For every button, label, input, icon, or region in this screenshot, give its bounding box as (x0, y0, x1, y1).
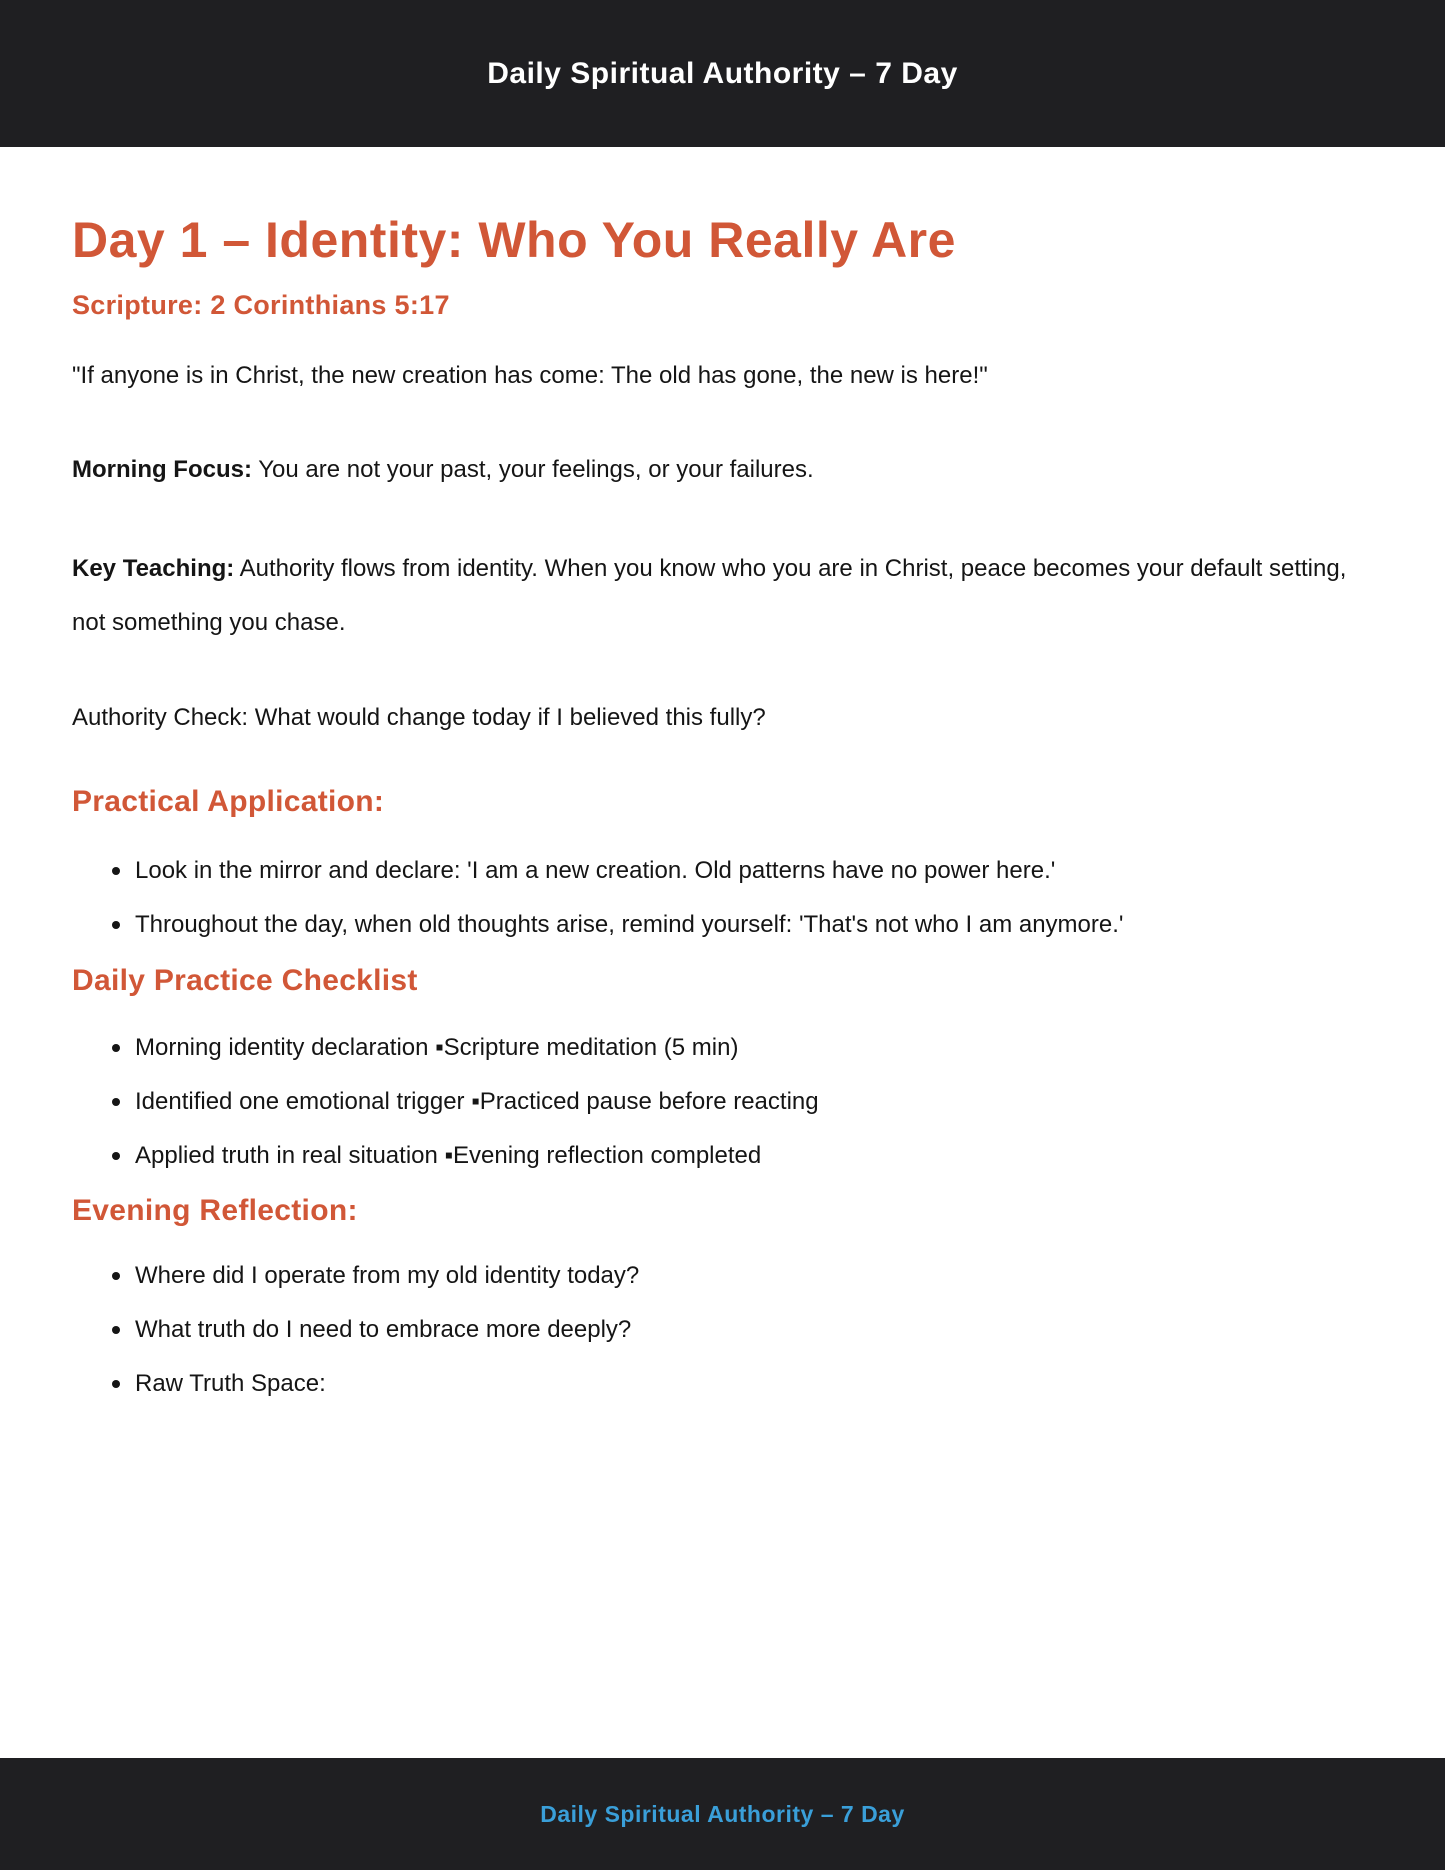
morning-focus-paragraph (72, 443, 1365, 497)
list-item (72, 1249, 1365, 1303)
list-item-text: Throughout the day, when old thoughts arise, remind yourself: 'That's not who I am anymore.' (135, 911, 1124, 938)
page-footer-bar (0, 1758, 1445, 1870)
morning-focus-label: Morning Focus: (72, 456, 252, 483)
list-item-text: Morning identity declaration ▪Scripture meditation (5 min) (135, 1034, 739, 1061)
day-title: Day 1 – Identity: Who You Really Are (72, 212, 956, 268)
list-item (72, 898, 1365, 952)
key-teaching-label: Key Teaching: (72, 555, 235, 582)
practical-application-list (72, 844, 1365, 952)
list-item-text: What truth do I need to embrace more deeply? (135, 1316, 632, 1343)
list-item (72, 1303, 1365, 1357)
page-header-bar (0, 0, 1445, 147)
list-item (72, 1021, 1365, 1075)
morning-focus-text: You are not your past, your feelings, or your failures. (251, 456, 814, 483)
evening-reflection-list (72, 1249, 1365, 1411)
list-item-text: Look in the mirror and declare: 'I am a new creation. Old patterns have no power here.' (135, 857, 1056, 884)
list-item-text: Raw Truth Space: (135, 1370, 326, 1397)
key-teaching-paragraph (72, 542, 1365, 650)
list-item-text: Applied truth in real situation ▪Evening reflection completed (135, 1142, 762, 1169)
list-item (72, 1357, 1365, 1411)
footer-title: Daily Spiritual Authority – 7 Day (540, 1800, 905, 1827)
header-title: Daily Spiritual Authority – 7 Day (487, 56, 958, 90)
key-teaching-text: Authority flows from identity. When you know who you are in Christ, peace becomes your default setting, not something you chase. (72, 555, 1347, 636)
list-item (72, 844, 1365, 898)
scripture-heading: Scripture: 2 Corinthians 5:17 (72, 290, 450, 320)
list-item-text: Where did I operate from my old identity today? (135, 1262, 640, 1289)
list-item (72, 1129, 1365, 1183)
list-item (72, 1075, 1365, 1129)
daily-practice-checklist-list (72, 1021, 1365, 1183)
section-heading-evening-reflection: Evening Reflection: (72, 1194, 358, 1227)
section-heading-daily-practice-checklist: Daily Practice Checklist (72, 964, 418, 997)
document-content (0, 147, 1445, 1758)
section-heading-practical-application: Practical Application: (72, 785, 385, 818)
list-item-text: Identified one emotional trigger ▪Practiced pause before reacting (135, 1088, 819, 1115)
authority-check-paragraph: Authority Check: What would change today if I believed this fully? (72, 704, 766, 731)
scripture-quote: "If anyone is in Christ, the new creation has come: The old has gone, the new is here!" (72, 362, 988, 389)
